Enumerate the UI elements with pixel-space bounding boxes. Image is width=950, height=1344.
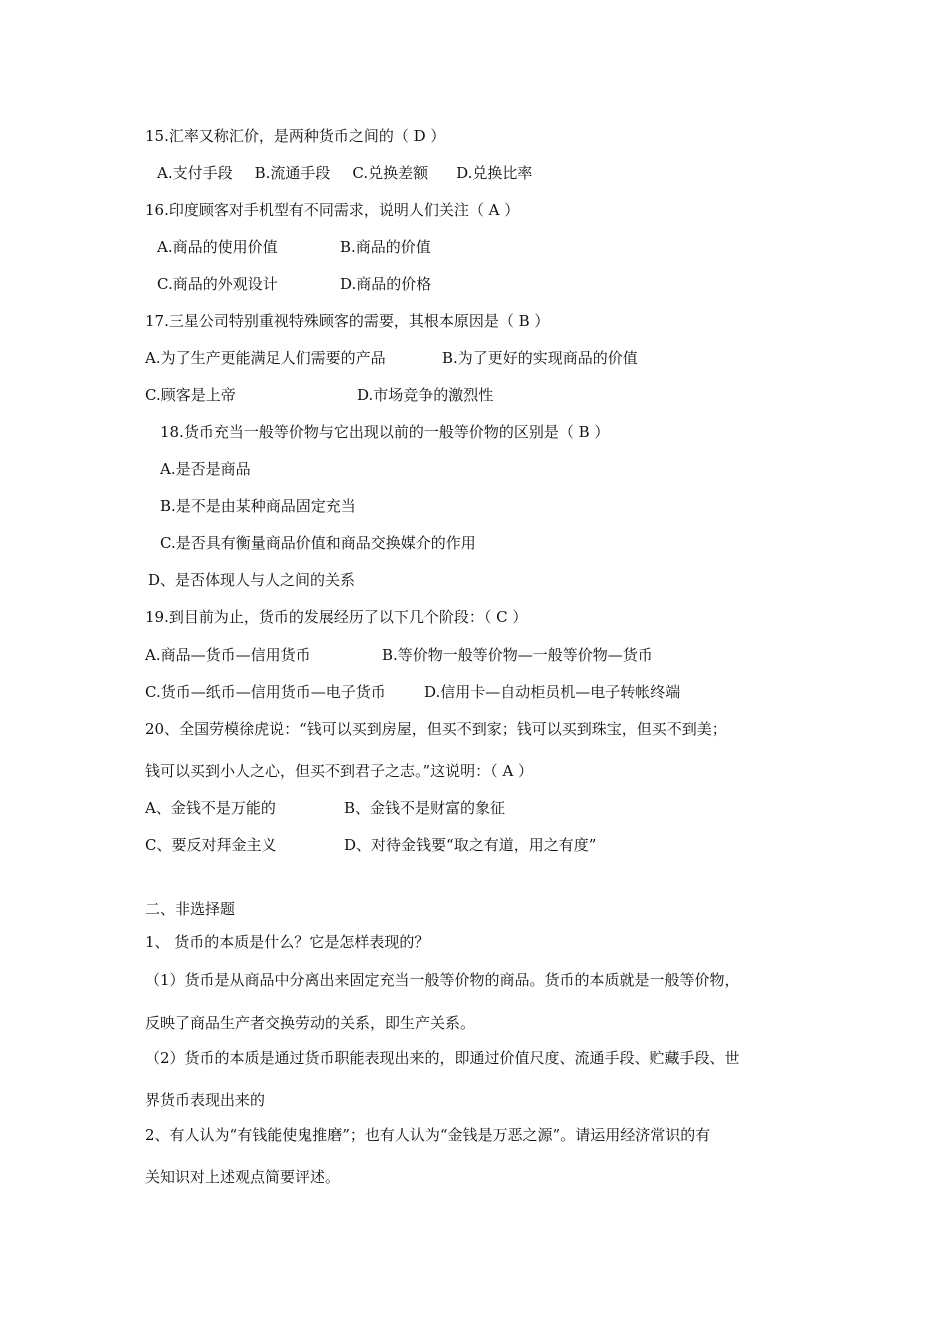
q16-stem: 16.印度顾客对手机型有不同需求，说明人们关注（ A ） xyxy=(145,201,520,219)
q15-stem: 15.汇率又称汇价，是两种货币之间的（ D ） xyxy=(145,127,446,145)
q20-stem-line1: 20、全国劳模徐虎说：“钱可以买到房屋，但买不到家；钱可以买到珠宝，但买不到美； xyxy=(145,720,727,738)
q15-options xyxy=(157,163,532,183)
q20-option-d: D、对待金钱要“取之有道，用之有度” xyxy=(344,836,597,854)
q15-option-d: D.兑换比率 xyxy=(456,164,533,182)
q20-option-c: C、要反对拜金主义 xyxy=(145,836,277,854)
section2-heading: 二、非选择题 xyxy=(145,900,236,918)
q17-option-c: C.顾客是上帝 xyxy=(145,386,236,404)
q15-option-b: B.流通手段 xyxy=(254,164,331,182)
q16-option-c: C.商品的外观设计 xyxy=(157,275,278,293)
q16-option-d: D.商品的价格 xyxy=(340,275,432,293)
q20-option-a: A、金钱不是万能的 xyxy=(145,799,276,817)
q16-option-b: B.商品的价值 xyxy=(340,238,431,256)
q20-option-b: B、金钱不是财富的象征 xyxy=(344,799,506,817)
q19-option-c: C.货币—纸币—信用货币—电子货币 xyxy=(145,683,386,701)
q17-option-a: A.为了生产更能满足人们需要的产品 xyxy=(145,349,386,367)
q15-option-a: A.支付手段 xyxy=(157,164,233,182)
q15-option-c: C.兑换差额 xyxy=(352,164,429,182)
q18-option-c: C.是否具有衡量商品价值和商品交换媒介的作用 xyxy=(160,534,476,552)
section2-q2-line1: 2、有人认为“有钱能使鬼推磨”；也有人认为“金钱是万恶之源”。请运用经济常识的有 xyxy=(145,1126,711,1144)
q19-option-a: A.商品—货币—信用货币 xyxy=(145,646,311,664)
section2-q2-line2: 关知识对上述观点简要评述。 xyxy=(145,1168,341,1186)
section2-q1: 1、 货币的本质是什么？它是怎样表现的？ xyxy=(145,933,430,951)
q17-option-b: B.为了更好的实现商品的价值 xyxy=(442,349,638,367)
section2-q1-answer2-line2: 界货币表现出来的 xyxy=(145,1091,266,1109)
q18-option-d: D、是否体现人与人之间的关系 xyxy=(148,571,356,589)
q18-option-a: A.是否是商品 xyxy=(160,460,251,478)
q20-stem-line2: 钱可以买到小人之心，但买不到君子之志。”这说明：（ A ） xyxy=(145,762,534,780)
q16-option-a: A.商品的使用价值 xyxy=(157,238,278,256)
q19-stem: 19.到目前为止，货币的发展经历了以下几个阶段：（ C ） xyxy=(145,608,528,626)
q17-option-d: D.市场竞争的激烈性 xyxy=(357,386,494,404)
q19-option-d: D.信用卡—自动柜员机—电子转帐终端 xyxy=(424,683,681,701)
section2-q1-answer2-line1: （2）货币的本质是通过货币职能表现出来的，即通过价值尺度、流通手段、贮藏手段、世 xyxy=(145,1049,740,1067)
q17-stem: 17.三星公司特别重视特殊顾客的需要，其根本原因是（ B ） xyxy=(145,312,550,330)
q18-stem: 18.货币充当一般等价物与它出现以前的一般等价物的区别是（ B ） xyxy=(160,423,610,441)
q18-option-b: B.是不是由某种商品固定充当 xyxy=(160,497,356,515)
q19-option-b: B.等价物一般等价物—一般等价物—货币 xyxy=(382,646,653,664)
section2-q1-answer1-line1: （1）货币是从商品中分离出来固定充当一般等价物的商品。货币的本质就是一般等价物， xyxy=(145,971,740,989)
section2-q1-answer1-line2: 反映了商品生产者交换劳动的关系，即生产关系。 xyxy=(145,1014,476,1032)
